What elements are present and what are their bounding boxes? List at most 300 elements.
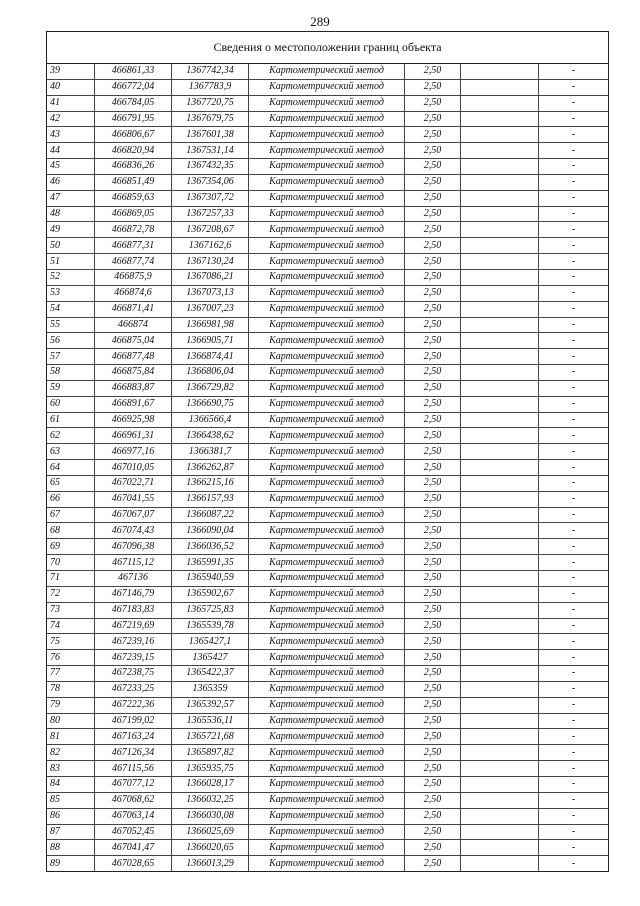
- method-cell: Картометрический метод: [249, 365, 405, 381]
- description-cell: -: [539, 507, 609, 523]
- description-cell: -: [539, 634, 609, 650]
- method-cell: Картометрический метод: [249, 111, 405, 127]
- x-coordinate-cell: 467041,55: [95, 491, 172, 507]
- point-number-cell: 82: [47, 745, 95, 761]
- x-coordinate-cell: 466874: [95, 317, 172, 333]
- x-coordinate-cell: 466877,31: [95, 238, 172, 254]
- method-cell: Картометрический метод: [249, 840, 405, 856]
- method-cell: Картометрический метод: [249, 713, 405, 729]
- point-number-cell: 67: [47, 507, 95, 523]
- method-cell: Картометрический метод: [249, 301, 405, 317]
- accuracy-cell: 2,50: [405, 254, 461, 270]
- empty-cell: [461, 206, 539, 222]
- accuracy-cell: 2,50: [405, 317, 461, 333]
- y-coordinate-cell: 1367130,24: [172, 254, 249, 270]
- description-cell: -: [539, 840, 609, 856]
- y-coordinate-cell: 1365725,83: [172, 602, 249, 618]
- x-coordinate-cell: 466875,84: [95, 365, 172, 381]
- accuracy-cell: 2,50: [405, 333, 461, 349]
- method-cell: Картометрический метод: [249, 523, 405, 539]
- accuracy-cell: 2,50: [405, 301, 461, 317]
- point-number-cell: 53: [47, 285, 95, 301]
- method-cell: Картометрический метод: [249, 555, 405, 571]
- accuracy-cell: 2,50: [405, 745, 461, 761]
- accuracy-cell: 2,50: [405, 460, 461, 476]
- point-number-cell: 83: [47, 761, 95, 777]
- description-cell: -: [539, 491, 609, 507]
- y-coordinate-cell: 1366036,52: [172, 539, 249, 555]
- table-row: [47, 380, 608, 396]
- accuracy-cell: 2,50: [405, 792, 461, 808]
- y-coordinate-cell: 1367007,23: [172, 301, 249, 317]
- method-cell: Картометрический метод: [249, 127, 405, 143]
- accuracy-cell: 2,50: [405, 697, 461, 713]
- method-cell: Картометрический метод: [249, 190, 405, 206]
- table-row: [47, 650, 608, 666]
- empty-cell: [461, 523, 539, 539]
- empty-cell: [461, 79, 539, 95]
- accuracy-cell: 2,50: [405, 159, 461, 175]
- method-cell: Картометрический метод: [249, 792, 405, 808]
- y-coordinate-cell: 1367679,75: [172, 111, 249, 127]
- point-number-cell: 71: [47, 571, 95, 587]
- x-coordinate-cell: 467199,02: [95, 713, 172, 729]
- description-cell: -: [539, 475, 609, 491]
- empty-cell: [461, 555, 539, 571]
- method-cell: Картометрический метод: [249, 681, 405, 697]
- empty-cell: [461, 365, 539, 381]
- empty-cell: [461, 269, 539, 285]
- method-cell: Картометрический метод: [249, 507, 405, 523]
- point-number-cell: 51: [47, 254, 95, 270]
- method-cell: Картометрический метод: [249, 776, 405, 792]
- accuracy-cell: 2,50: [405, 190, 461, 206]
- point-number-cell: 88: [47, 840, 95, 856]
- x-coordinate-cell: 466836,26: [95, 159, 172, 175]
- empty-cell: [461, 317, 539, 333]
- empty-cell: [461, 222, 539, 238]
- y-coordinate-cell: 1366032,25: [172, 792, 249, 808]
- x-coordinate-cell: 466859,63: [95, 190, 172, 206]
- x-coordinate-cell: 466871,41: [95, 301, 172, 317]
- empty-cell: [461, 650, 539, 666]
- description-cell: -: [539, 285, 609, 301]
- point-number-cell: 66: [47, 491, 95, 507]
- coordinates-table-body: [47, 64, 608, 871]
- x-coordinate-cell: 467068,62: [95, 792, 172, 808]
- table-row: [47, 634, 608, 650]
- y-coordinate-cell: 1366215,16: [172, 475, 249, 491]
- empty-cell: [461, 444, 539, 460]
- method-cell: Картометрический метод: [249, 285, 405, 301]
- table-row: [47, 586, 608, 602]
- table-row: [47, 285, 608, 301]
- empty-cell: [461, 571, 539, 587]
- x-coordinate-cell: 466883,87: [95, 380, 172, 396]
- y-coordinate-cell: 1366262,87: [172, 460, 249, 476]
- y-coordinate-cell: 1366087,22: [172, 507, 249, 523]
- y-coordinate-cell: 1365427: [172, 650, 249, 666]
- description-cell: -: [539, 586, 609, 602]
- empty-cell: [461, 143, 539, 159]
- description-cell: -: [539, 444, 609, 460]
- table-row: [47, 111, 608, 127]
- y-coordinate-cell: 1366874,41: [172, 349, 249, 365]
- point-number-cell: 62: [47, 428, 95, 444]
- y-coordinate-cell: 1365935,75: [172, 761, 249, 777]
- x-coordinate-cell: 467163,24: [95, 729, 172, 745]
- y-coordinate-cell: 1366030,08: [172, 808, 249, 824]
- y-coordinate-cell: 1365427,1: [172, 634, 249, 650]
- description-cell: -: [539, 95, 609, 111]
- method-cell: Картометрический метод: [249, 808, 405, 824]
- y-coordinate-cell: 1366690,75: [172, 396, 249, 412]
- point-number-cell: 79: [47, 697, 95, 713]
- table-row: [47, 222, 608, 238]
- table-row: [47, 761, 608, 777]
- table-row: [47, 365, 608, 381]
- method-cell: Картометрический метод: [249, 444, 405, 460]
- point-number-cell: 39: [47, 64, 95, 79]
- y-coordinate-cell: 1365422,37: [172, 666, 249, 682]
- point-number-cell: 50: [47, 238, 95, 254]
- empty-cell: [461, 856, 539, 871]
- x-coordinate-cell: 466877,74: [95, 254, 172, 270]
- point-number-cell: 85: [47, 792, 95, 808]
- description-cell: -: [539, 761, 609, 777]
- y-coordinate-cell: 1365991,35: [172, 555, 249, 571]
- description-cell: -: [539, 729, 609, 745]
- accuracy-cell: 2,50: [405, 174, 461, 190]
- empty-cell: [461, 285, 539, 301]
- method-cell: Картометрический метод: [249, 222, 405, 238]
- table-row: [47, 174, 608, 190]
- y-coordinate-cell: 1365359: [172, 681, 249, 697]
- table-row: [47, 491, 608, 507]
- description-cell: -: [539, 111, 609, 127]
- point-number-cell: 74: [47, 618, 95, 634]
- description-cell: -: [539, 254, 609, 270]
- table-row: [47, 808, 608, 824]
- empty-cell: [461, 159, 539, 175]
- accuracy-cell: 2,50: [405, 571, 461, 587]
- point-number-cell: 61: [47, 412, 95, 428]
- empty-cell: [461, 190, 539, 206]
- x-coordinate-cell: 467136: [95, 571, 172, 587]
- x-coordinate-cell: 467010,05: [95, 460, 172, 476]
- accuracy-cell: 2,50: [405, 618, 461, 634]
- y-coordinate-cell: 1366157,93: [172, 491, 249, 507]
- table-row: [47, 618, 608, 634]
- description-cell: -: [539, 396, 609, 412]
- description-cell: -: [539, 713, 609, 729]
- empty-cell: [461, 111, 539, 127]
- description-cell: -: [539, 808, 609, 824]
- y-coordinate-cell: 1367531,14: [172, 143, 249, 159]
- method-cell: Картометрический метод: [249, 729, 405, 745]
- x-coordinate-cell: 466791,95: [95, 111, 172, 127]
- accuracy-cell: 2,50: [405, 555, 461, 571]
- table-row: [47, 475, 608, 491]
- point-number-cell: 65: [47, 475, 95, 491]
- x-coordinate-cell: 467219,69: [95, 618, 172, 634]
- point-number-cell: 86: [47, 808, 95, 824]
- table-header: Сведения о местоположении границ объекта: [47, 32, 608, 64]
- accuracy-cell: 2,50: [405, 380, 461, 396]
- method-cell: Картометрический метод: [249, 824, 405, 840]
- table-row: [47, 507, 608, 523]
- table-row: [47, 95, 608, 111]
- accuracy-cell: 2,50: [405, 365, 461, 381]
- table-row: [47, 301, 608, 317]
- point-number-cell: 58: [47, 365, 95, 381]
- y-coordinate-cell: 1365721,68: [172, 729, 249, 745]
- empty-cell: [461, 840, 539, 856]
- y-coordinate-cell: 1367354,06: [172, 174, 249, 190]
- method-cell: Картометрический метод: [249, 571, 405, 587]
- accuracy-cell: 2,50: [405, 143, 461, 159]
- table-row: [47, 776, 608, 792]
- point-number-cell: 43: [47, 127, 95, 143]
- description-cell: -: [539, 269, 609, 285]
- method-cell: Картометрический метод: [249, 174, 405, 190]
- accuracy-cell: 2,50: [405, 222, 461, 238]
- accuracy-cell: 2,50: [405, 808, 461, 824]
- y-coordinate-cell: 1365539,78: [172, 618, 249, 634]
- empty-cell: [461, 776, 539, 792]
- accuracy-cell: 2,50: [405, 507, 461, 523]
- description-cell: -: [539, 159, 609, 175]
- description-cell: -: [539, 745, 609, 761]
- point-number-cell: 48: [47, 206, 95, 222]
- accuracy-cell: 2,50: [405, 412, 461, 428]
- table-row: [47, 666, 608, 682]
- description-cell: -: [539, 222, 609, 238]
- method-cell: Картометрический метод: [249, 143, 405, 159]
- accuracy-cell: 2,50: [405, 634, 461, 650]
- x-coordinate-cell: 466925,98: [95, 412, 172, 428]
- accuracy-cell: 2,50: [405, 681, 461, 697]
- method-cell: Картометрический метод: [249, 64, 405, 79]
- accuracy-cell: 2,50: [405, 64, 461, 79]
- empty-cell: [461, 602, 539, 618]
- x-coordinate-cell: 466961,31: [95, 428, 172, 444]
- y-coordinate-cell: 1367257,33: [172, 206, 249, 222]
- method-cell: Картометрический метод: [249, 206, 405, 222]
- method-cell: Картометрический метод: [249, 317, 405, 333]
- point-number-cell: 57: [47, 349, 95, 365]
- table-row: [47, 64, 608, 79]
- table-row: [47, 555, 608, 571]
- method-cell: Картометрический метод: [249, 79, 405, 95]
- x-coordinate-cell: 466806,67: [95, 127, 172, 143]
- accuracy-cell: 2,50: [405, 475, 461, 491]
- y-coordinate-cell: 1365392,57: [172, 697, 249, 713]
- x-coordinate-cell: 466872,78: [95, 222, 172, 238]
- x-coordinate-cell: 467126,34: [95, 745, 172, 761]
- empty-cell: [461, 634, 539, 650]
- table-row: [47, 444, 608, 460]
- point-number-cell: 44: [47, 143, 95, 159]
- x-coordinate-cell: 466869,05: [95, 206, 172, 222]
- x-coordinate-cell: 466977,16: [95, 444, 172, 460]
- table-row: [47, 79, 608, 95]
- description-cell: -: [539, 143, 609, 159]
- table-row: [47, 745, 608, 761]
- point-number-cell: 40: [47, 79, 95, 95]
- description-cell: -: [539, 776, 609, 792]
- y-coordinate-cell: 1367073,13: [172, 285, 249, 301]
- empty-cell: [461, 586, 539, 602]
- accuracy-cell: 2,50: [405, 269, 461, 285]
- table-row: [47, 523, 608, 539]
- y-coordinate-cell: 1365897,82: [172, 745, 249, 761]
- point-number-cell: 63: [47, 444, 95, 460]
- empty-cell: [461, 713, 539, 729]
- method-cell: Картометрический метод: [249, 333, 405, 349]
- description-cell: -: [539, 349, 609, 365]
- description-cell: -: [539, 856, 609, 871]
- empty-cell: [461, 174, 539, 190]
- point-number-cell: 46: [47, 174, 95, 190]
- y-coordinate-cell: 1366020,65: [172, 840, 249, 856]
- y-coordinate-cell: 1366566,4: [172, 412, 249, 428]
- accuracy-cell: 2,50: [405, 444, 461, 460]
- y-coordinate-cell: 1367208,67: [172, 222, 249, 238]
- empty-cell: [461, 349, 539, 365]
- point-number-cell: 72: [47, 586, 95, 602]
- y-coordinate-cell: 1367086,21: [172, 269, 249, 285]
- empty-cell: [461, 412, 539, 428]
- accuracy-cell: 2,50: [405, 776, 461, 792]
- table-row: [47, 206, 608, 222]
- description-cell: -: [539, 317, 609, 333]
- x-coordinate-cell: 466877,48: [95, 349, 172, 365]
- y-coordinate-cell: 1366025,69: [172, 824, 249, 840]
- description-cell: -: [539, 571, 609, 587]
- x-coordinate-cell: 467063,14: [95, 808, 172, 824]
- empty-cell: [461, 333, 539, 349]
- description-cell: -: [539, 666, 609, 682]
- accuracy-cell: 2,50: [405, 428, 461, 444]
- x-coordinate-cell: 467052,45: [95, 824, 172, 840]
- description-cell: -: [539, 380, 609, 396]
- method-cell: Картометрический метод: [249, 602, 405, 618]
- empty-cell: [461, 238, 539, 254]
- table-row: [47, 539, 608, 555]
- empty-cell: [461, 380, 539, 396]
- table-row: [47, 190, 608, 206]
- table-row: [47, 254, 608, 270]
- empty-cell: [461, 64, 539, 79]
- accuracy-cell: 2,50: [405, 127, 461, 143]
- empty-cell: [461, 428, 539, 444]
- table-row: [47, 792, 608, 808]
- point-number-cell: 52: [47, 269, 95, 285]
- empty-cell: [461, 745, 539, 761]
- table-row: [47, 602, 608, 618]
- y-coordinate-cell: 1365902,67: [172, 586, 249, 602]
- method-cell: Картометрический метод: [249, 380, 405, 396]
- x-coordinate-cell: 467067,07: [95, 507, 172, 523]
- empty-cell: [461, 491, 539, 507]
- point-number-cell: 59: [47, 380, 95, 396]
- empty-cell: [461, 697, 539, 713]
- point-number-cell: 69: [47, 539, 95, 555]
- method-cell: Картометрический метод: [249, 666, 405, 682]
- accuracy-cell: 2,50: [405, 79, 461, 95]
- table-row: [47, 269, 608, 285]
- description-cell: -: [539, 792, 609, 808]
- y-coordinate-cell: 1366981,98: [172, 317, 249, 333]
- x-coordinate-cell: 466820,94: [95, 143, 172, 159]
- description-cell: -: [539, 618, 609, 634]
- y-coordinate-cell: 1367162,6: [172, 238, 249, 254]
- method-cell: Картометрический метод: [249, 491, 405, 507]
- x-coordinate-cell: 466851,49: [95, 174, 172, 190]
- accuracy-cell: 2,50: [405, 95, 461, 111]
- accuracy-cell: 2,50: [405, 396, 461, 412]
- x-coordinate-cell: 466784,05: [95, 95, 172, 111]
- description-cell: -: [539, 127, 609, 143]
- y-coordinate-cell: 1367432,35: [172, 159, 249, 175]
- table-row: [47, 856, 608, 871]
- description-cell: -: [539, 333, 609, 349]
- description-cell: -: [539, 206, 609, 222]
- y-coordinate-cell: 1366905,71: [172, 333, 249, 349]
- method-cell: Картометрический метод: [249, 650, 405, 666]
- point-number-cell: 78: [47, 681, 95, 697]
- description-cell: -: [539, 460, 609, 476]
- point-number-cell: 45: [47, 159, 95, 175]
- empty-cell: [461, 729, 539, 745]
- accuracy-cell: 2,50: [405, 602, 461, 618]
- point-number-cell: 49: [47, 222, 95, 238]
- point-number-cell: 80: [47, 713, 95, 729]
- accuracy-cell: 2,50: [405, 840, 461, 856]
- y-coordinate-cell: 1366013,29: [172, 856, 249, 871]
- method-cell: Картометрический метод: [249, 95, 405, 111]
- point-number-cell: 76: [47, 650, 95, 666]
- accuracy-cell: 2,50: [405, 729, 461, 745]
- y-coordinate-cell: 1365940,59: [172, 571, 249, 587]
- description-cell: -: [539, 238, 609, 254]
- method-cell: Картометрический метод: [249, 428, 405, 444]
- empty-cell: [461, 824, 539, 840]
- empty-cell: [461, 507, 539, 523]
- method-cell: Картометрический метод: [249, 586, 405, 602]
- accuracy-cell: 2,50: [405, 586, 461, 602]
- description-cell: -: [539, 697, 609, 713]
- description-cell: -: [539, 64, 609, 79]
- point-number-cell: 87: [47, 824, 95, 840]
- y-coordinate-cell: 1366806,04: [172, 365, 249, 381]
- coordinates-sheet: [46, 31, 609, 872]
- description-cell: -: [539, 824, 609, 840]
- y-coordinate-cell: 1365536,11: [172, 713, 249, 729]
- empty-cell: [461, 539, 539, 555]
- table-row: [47, 460, 608, 476]
- x-coordinate-cell: 467077,12: [95, 776, 172, 792]
- point-number-cell: 68: [47, 523, 95, 539]
- point-number-cell: 73: [47, 602, 95, 618]
- empty-cell: [461, 396, 539, 412]
- x-coordinate-cell: 467183,83: [95, 602, 172, 618]
- point-number-cell: 42: [47, 111, 95, 127]
- accuracy-cell: 2,50: [405, 523, 461, 539]
- method-cell: Картометрический метод: [249, 269, 405, 285]
- x-coordinate-cell: 467041,47: [95, 840, 172, 856]
